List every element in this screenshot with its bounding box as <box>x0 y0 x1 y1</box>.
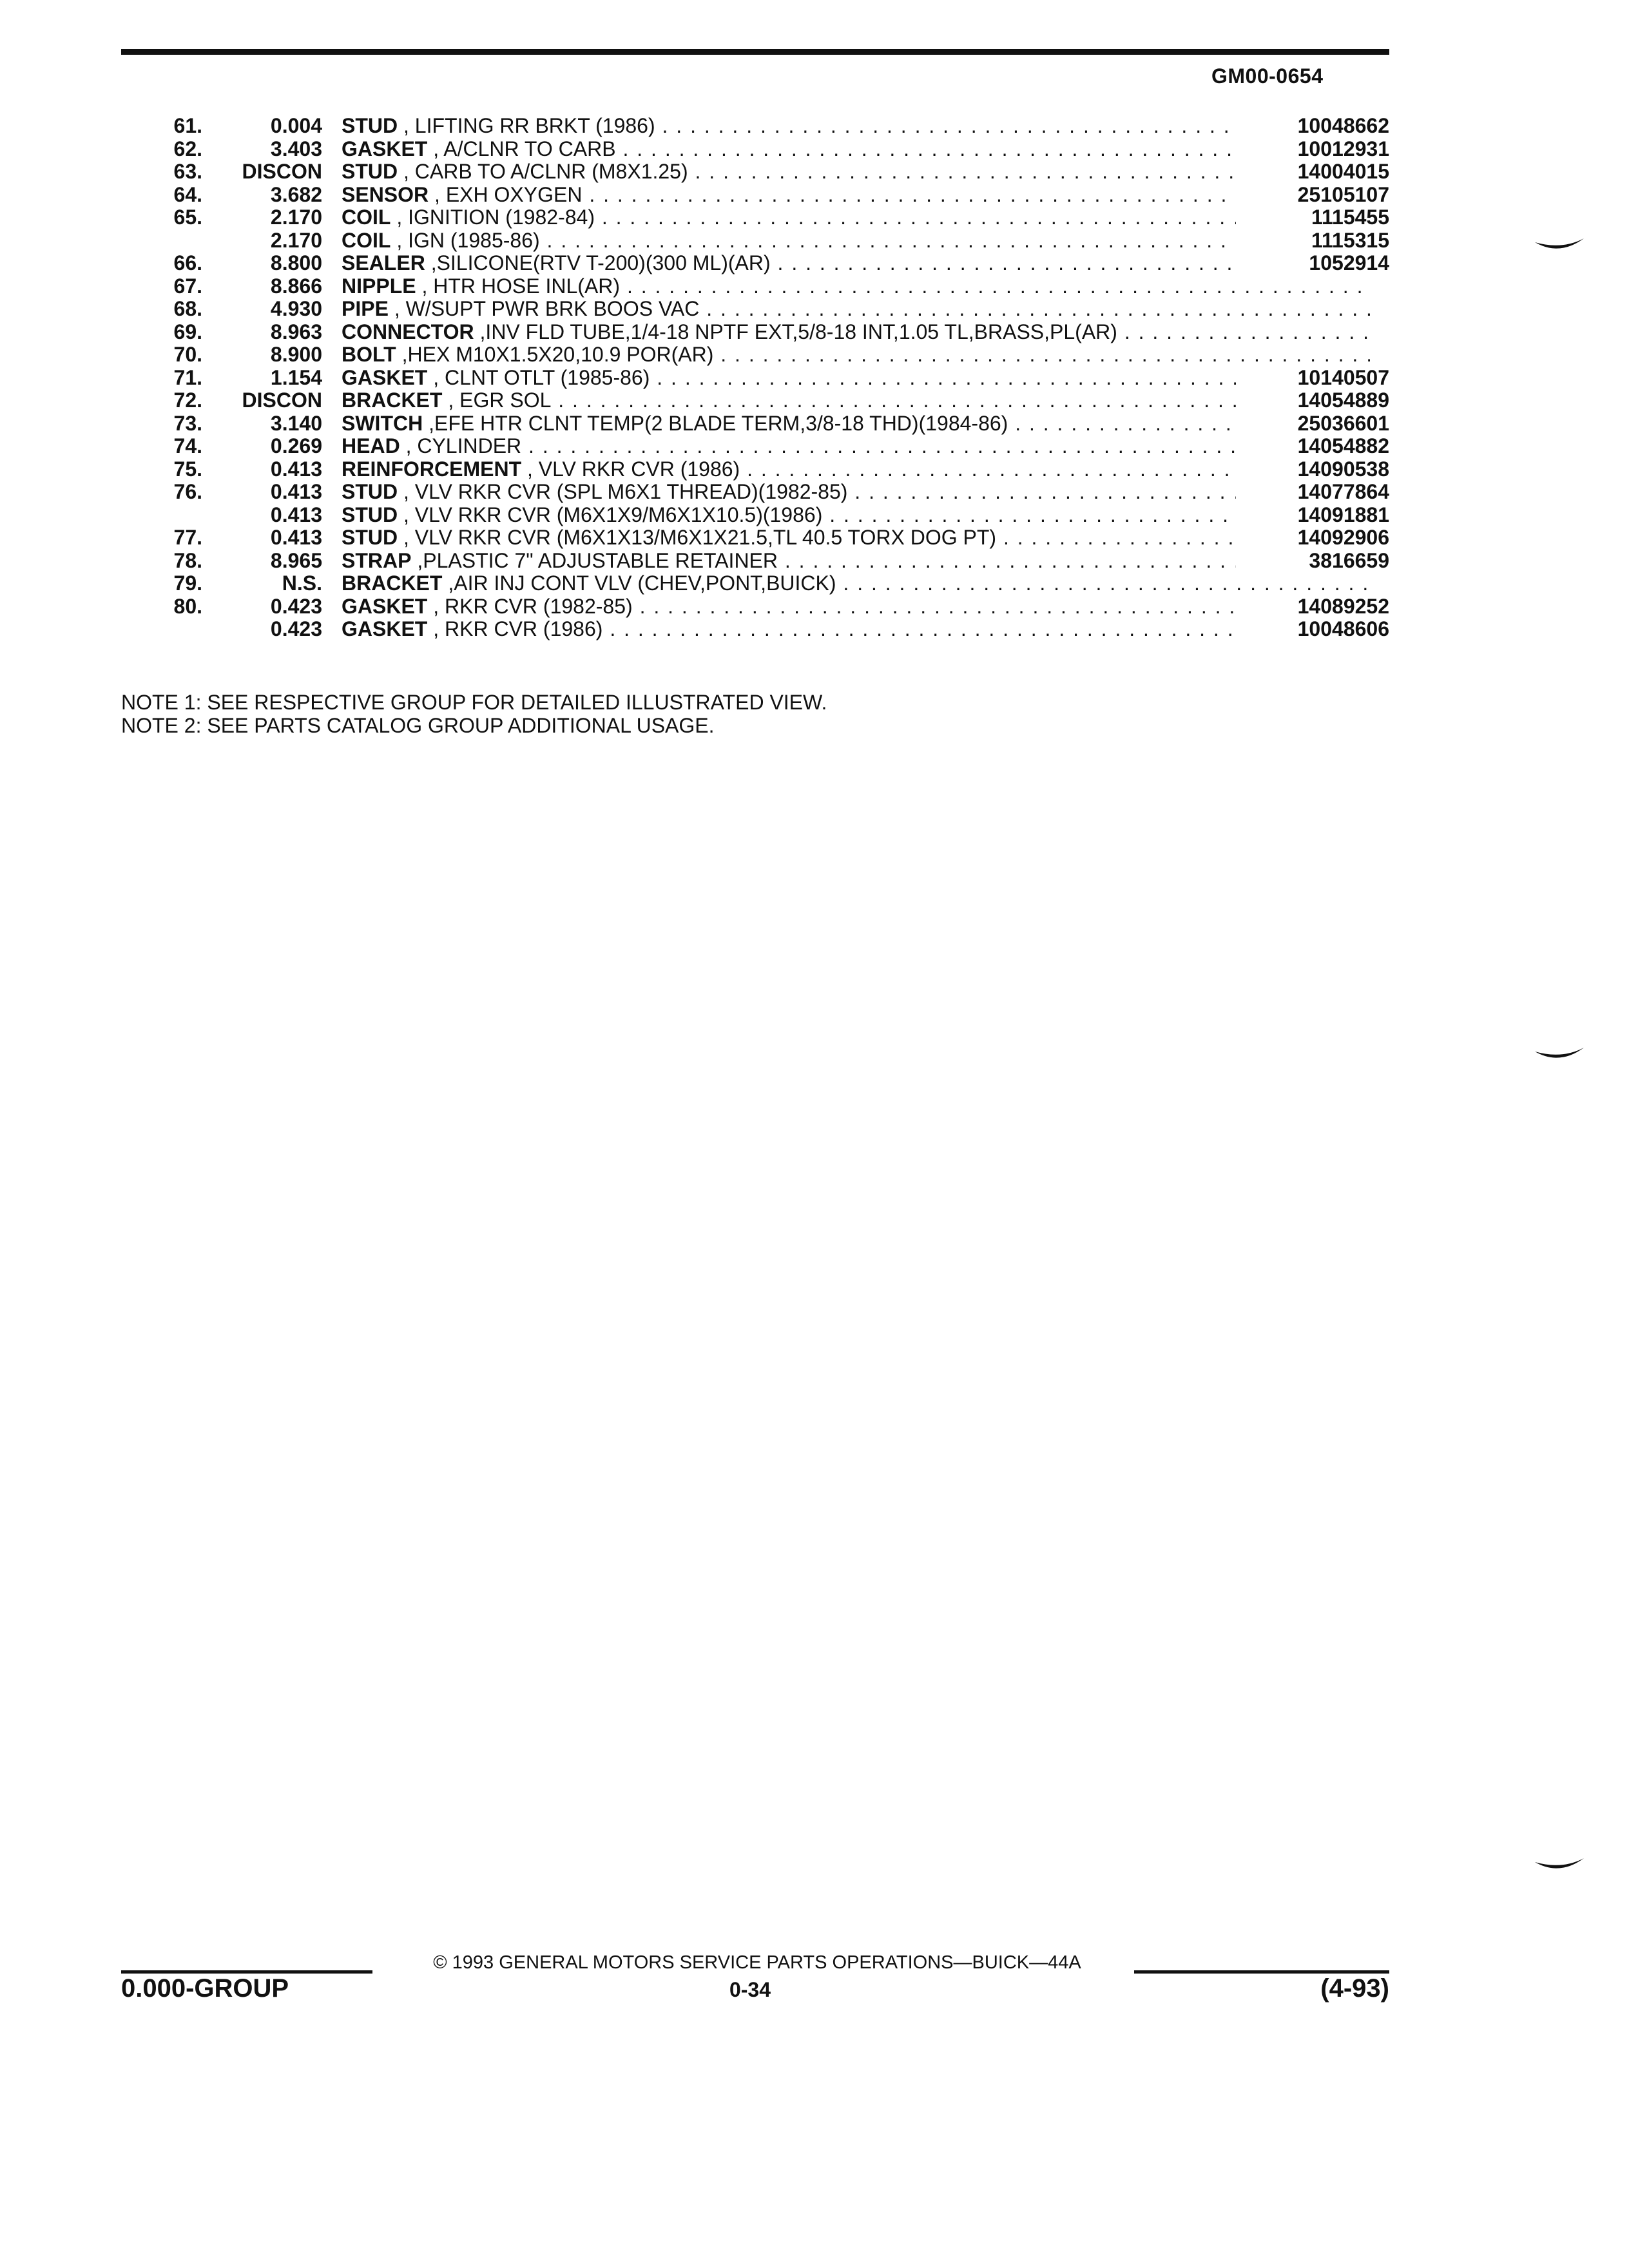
part-description <box>342 298 1370 321</box>
notes <box>121 691 1389 737</box>
part-name: STUD <box>342 160 398 183</box>
part-detail: , CYLINDER <box>400 435 522 457</box>
group-number: 2.170 <box>270 228 322 252</box>
group-number: N.S. <box>282 572 322 595</box>
parts-row <box>121 412 1389 436</box>
part-description <box>342 481 1370 504</box>
part-detail: ,INV FLD TUBE,1/4-18 NPTF EXT,5/8-18 INT,1.05 TL,BRASS,PL(AR) <box>474 320 1117 343</box>
parts-row <box>121 389 1389 412</box>
parts-row <box>121 229 1389 253</box>
part-name: GASKET <box>342 137 428 160</box>
part-description <box>342 275 1370 298</box>
group-label: 0.000-GROUP <box>121 1974 289 2003</box>
parts-row <box>121 115 1389 138</box>
part-description <box>342 184 1370 207</box>
parts-row <box>121 572 1389 595</box>
part-number: 14004015 <box>1236 160 1389 184</box>
parts-row <box>121 298 1389 321</box>
part-detail: , EGR SOL <box>442 389 552 412</box>
part-number: 1115315 <box>1236 229 1389 253</box>
note-1: NOTE 1: SEE RESPECTIVE GROUP FOR DETAILED ILLUSTRATED VIEW. <box>121 691 827 714</box>
part-description <box>342 595 1370 619</box>
group-number: 0.004 <box>270 114 322 137</box>
part-detail: , IGN (1985-86) <box>390 229 540 252</box>
part-description <box>342 367 1370 390</box>
ref-number: 61. <box>173 114 202 137</box>
part-number: 10140507 <box>1236 367 1389 390</box>
part-name: COIL <box>342 229 391 252</box>
part-number: 14090538 <box>1236 458 1389 481</box>
part-name: BRACKET <box>342 572 443 595</box>
part-number: 14054882 <box>1236 435 1389 458</box>
part-name: CONNECTOR <box>342 320 474 343</box>
parts-row <box>121 160 1389 184</box>
part-description <box>342 550 1370 573</box>
group-number: 3.682 <box>270 182 322 206</box>
group-number: 8.965 <box>270 548 322 572</box>
part-name: STUD <box>342 503 398 526</box>
part-detail: , VLV RKR CVR (M6X1X9/M6X1X10.5)(1986) <box>398 503 823 526</box>
ref-number: 65. <box>173 206 202 229</box>
footer-rule-left <box>121 1970 372 1974</box>
parts-row <box>121 206 1389 229</box>
group-number: 0.423 <box>270 617 322 640</box>
part-detail: , RKR CVR (1986) <box>427 618 603 640</box>
copyright-line: © 1993 GENERAL MOTORS SERVICE PARTS OPERATIONS—BUICK—44A <box>433 1952 1081 1973</box>
ref-number: 78. <box>173 548 202 572</box>
group-number: 2.170 <box>270 206 322 229</box>
ref-number: 75. <box>173 457 202 481</box>
ref-number: 67. <box>173 274 202 298</box>
ref-number: 79. <box>173 572 202 595</box>
footer-rule-right <box>1134 1970 1389 1974</box>
top-rule <box>121 49 1389 55</box>
group-number: 8.866 <box>270 274 322 298</box>
part-detail: , HTR HOSE INL(AR) <box>416 274 621 298</box>
parts-row <box>121 138 1389 161</box>
part-name: COIL <box>342 206 391 229</box>
part-name: REINFORCEMENT <box>342 457 522 481</box>
parts-row <box>121 252 1389 275</box>
group-number: 1.154 <box>270 365 322 389</box>
parts-row <box>121 435 1389 458</box>
part-name: BRACKET <box>342 389 443 412</box>
ref-number: 77. <box>173 526 202 549</box>
part-number: 1115455 <box>1236 206 1389 229</box>
part-detail: , VLV RKR CVR (1986) <box>521 457 740 481</box>
ref-number: 76. <box>173 480 202 503</box>
group-number: 0.269 <box>270 434 322 457</box>
part-detail: , IGNITION (1982-84) <box>390 206 595 229</box>
part-name: HEAD <box>342 435 400 457</box>
part-name: NIPPLE <box>342 274 416 298</box>
part-number: 14092906 <box>1236 526 1389 550</box>
part-description <box>342 321 1370 344</box>
revision-date: (4-93) <box>1320 1974 1389 2003</box>
parts-row <box>121 275 1389 298</box>
parts-row <box>121 618 1389 641</box>
part-description <box>342 618 1370 641</box>
group-number: 0.413 <box>270 480 322 503</box>
ref-number: 72. <box>173 389 202 412</box>
parts-row <box>121 481 1389 504</box>
part-detail: , CLNT OTLT (1985-86) <box>427 366 650 389</box>
parts-row <box>121 550 1389 573</box>
part-number: 14077864 <box>1236 481 1389 504</box>
part-description <box>342 206 1370 229</box>
parts-row <box>121 504 1389 527</box>
group-number: 3.403 <box>270 137 322 160</box>
group-number: 3.140 <box>270 411 322 435</box>
part-description <box>342 504 1370 527</box>
ref-number: 80. <box>173 594 202 618</box>
part-name: GASKET <box>342 595 428 618</box>
part-detail: , RKR CVR (1982-85) <box>427 595 633 618</box>
parts-row <box>121 343 1389 367</box>
group-number: DISCON <box>242 389 322 412</box>
ref-number: 69. <box>173 320 202 343</box>
part-description <box>342 435 1370 458</box>
group-number: 8.963 <box>270 320 322 343</box>
part-description <box>342 252 1370 275</box>
part-name: SWITCH <box>342 412 423 435</box>
ref-number: 62. <box>173 137 202 160</box>
part-detail: ,EFE HTR CLNT TEMP(2 BLADE TERM,3/8-18 THD)(1984-86) <box>423 412 1008 435</box>
part-name: GASKET <box>342 618 428 640</box>
group-number: 8.900 <box>270 343 322 366</box>
part-number: 25036601 <box>1236 412 1389 436</box>
part-description <box>342 572 1370 595</box>
part-description <box>342 115 1370 138</box>
part-name: STRAP <box>342 549 412 572</box>
binder-hole-mark-1 <box>1534 237 1585 254</box>
part-description <box>342 160 1370 184</box>
part-number: 14091881 <box>1236 504 1389 527</box>
part-detail: , VLV RKR CVR (M6X1X13/M6X1X21.5,TL 40.5 TORX DOG PT) <box>398 526 997 549</box>
part-detail: ,HEX M10X1.5X20,10.9 POR(AR) <box>396 343 714 366</box>
parts-row <box>121 595 1389 619</box>
group-number: 4.930 <box>270 297 322 320</box>
parts-row <box>121 184 1389 207</box>
part-detail: , W/SUPT PWR BRK BOOS VAC <box>388 298 700 320</box>
group-number: 8.800 <box>270 251 322 274</box>
binder-hole-mark-3 <box>1534 1857 1585 1874</box>
part-detail: ,PLASTIC 7" ADJUSTABLE RETAINER <box>411 549 778 572</box>
part-description <box>342 526 1370 550</box>
parts-row <box>121 458 1389 481</box>
ref-number: 68. <box>173 297 202 320</box>
ref-number: 73. <box>173 411 202 435</box>
part-name: GASKET <box>342 366 428 389</box>
part-detail: , LIFTING RR BRKT (1986) <box>398 115 655 137</box>
ref-number: 64. <box>173 182 202 206</box>
document-code: GM00-0654 <box>1211 64 1324 88</box>
ref-number: 66. <box>173 251 202 274</box>
parts-row <box>121 526 1389 550</box>
part-number: 3816659 <box>1236 550 1389 573</box>
part-description <box>342 389 1370 412</box>
group-number: 0.413 <box>270 526 322 549</box>
group-number: 0.423 <box>270 594 322 618</box>
parts-row <box>121 321 1389 344</box>
parts-row <box>121 367 1389 390</box>
ref-number: 63. <box>173 160 202 183</box>
part-detail: , EXH OXYGEN <box>429 183 583 206</box>
part-description <box>342 412 1370 436</box>
part-detail: , VLV RKR CVR (SPL M6X1 THREAD)(1982-85) <box>398 481 848 503</box>
part-detail: , CARB TO A/CLNR (M8X1.25) <box>398 160 688 183</box>
part-name: STUD <box>342 481 398 503</box>
part-description <box>342 229 1370 253</box>
part-number: 10012931 <box>1236 138 1389 161</box>
ref-number: 71. <box>173 365 202 389</box>
part-detail: ,SILICONE(RTV T-200)(300 ML)(AR) <box>425 252 771 274</box>
part-number: 10048662 <box>1236 115 1389 138</box>
parts-list <box>121 115 1389 641</box>
group-number: 0.413 <box>270 457 322 481</box>
group-number: 0.413 <box>270 503 322 526</box>
part-name: PIPE <box>342 298 389 320</box>
part-name: STUD <box>342 526 398 549</box>
part-detail: ,AIR INJ CONT VLV (CHEV,PONT,BUICK) <box>442 572 836 595</box>
part-detail: , A/CLNR TO CARB <box>427 137 616 160</box>
part-number: 10048606 <box>1236 618 1389 641</box>
ref-number: 70. <box>173 343 202 366</box>
part-description <box>342 343 1370 367</box>
part-description <box>342 138 1370 161</box>
ref-number: 74. <box>173 434 202 457</box>
page-number: 0-34 <box>729 1978 771 2001</box>
part-number: 1052914 <box>1236 252 1389 275</box>
part-description <box>342 458 1370 481</box>
part-name: SEALER <box>342 252 425 274</box>
part-number: 25105107 <box>1236 184 1389 207</box>
note-2: NOTE 2: SEE PARTS CATALOG GROUP ADDITIONAL USAGE. <box>121 714 715 737</box>
part-name: SENSOR <box>342 183 429 206</box>
part-number: 14054889 <box>1236 389 1389 412</box>
part-name: STUD <box>342 115 398 137</box>
part-number: 14089252 <box>1236 595 1389 619</box>
binder-hole-mark-2 <box>1534 1046 1585 1063</box>
group-number: DISCON <box>242 160 322 183</box>
part-name: BOLT <box>342 343 396 366</box>
